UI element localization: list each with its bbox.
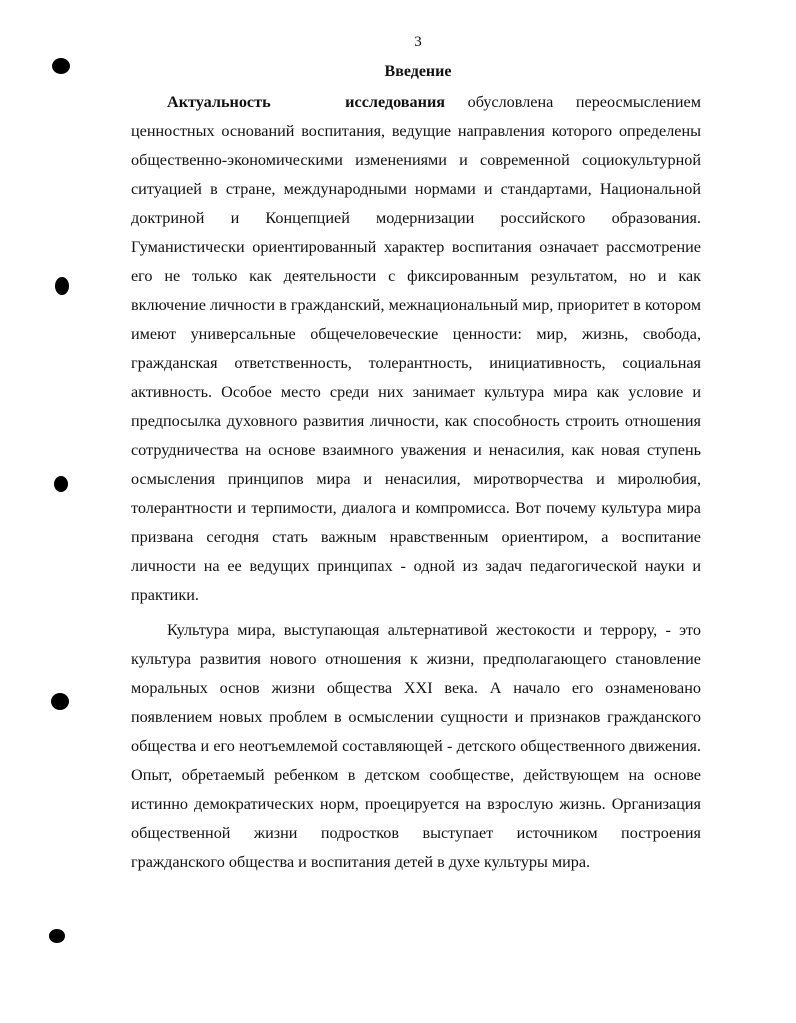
punch-hole-mark	[49, 929, 65, 943]
punch-hole-mark	[52, 58, 70, 74]
paragraph-2	[131, 616, 701, 877]
punch-hole-mark	[51, 693, 69, 710]
punch-hole-mark	[55, 277, 69, 295]
paragraph-1-text: обусловлена переосмыслением ценностных оснований воспитания, ведущие направления которого определены общественно-экономическими изменениями и современной социокультурной ситуацией в стране, международными нормами и стандартами, Национальной доктриной и Концепцией модернизации российского образования. Гуманистически ориентированный характер воспитания означает рассмотрение его не только как деятельности с фиксированным результатом, но и как включение личности в гражданский, межнациональный мир, приоритет в котором имеют универсальные общечеловеческие ценности: мир, жизнь, свобода, гражданская ответственность, толерантность, инициативность, социальная активность. Особое место среди них занимает культура мира как условие и предпосылка духовного развития личности, как способность строить отношения сотрудничества на основе взаимного уважения и ненасилия, как новая ступень осмысления принципов мира и ненасилия, миротворчества и миролюбия, толерантности и терпимости, диалога и компромисса. Вот почему культура мира призвана сегодня стать важным нравственным ориентиром, а воспитание личности на ее ведущих принципах - одной из задач педагогической науки и практики.	[131, 93, 701, 604]
paragraph-2-text: Культура мира, выступающая альтернативой жестокости и террору, - это культура развития нового отношения к жизни, предполагающего становление моральных основ жизни общества XXI века. А начало его ознаменовано появлением новых проблем в осмыслении сущности и признаков гражданского общества и его неотъемлемой составляющей - детского общественного движения. Опыт, обретаемый ребенком в детском сообществе, действующем на основе истинно демократических норм, проецируется на взрослую жизнь. Организация общественной жизни подростков выступает источником построения гражданского общества и воспитания детей в духе культуры мира.	[131, 621, 701, 871]
punch-hole-mark	[54, 476, 68, 492]
body-text	[131, 88, 701, 877]
paragraph-lead: Актуальность исследования	[167, 93, 446, 111]
paragraph-1	[131, 88, 701, 610]
section-title: Введение	[384, 63, 452, 80]
page-number: 3	[414, 34, 422, 50]
